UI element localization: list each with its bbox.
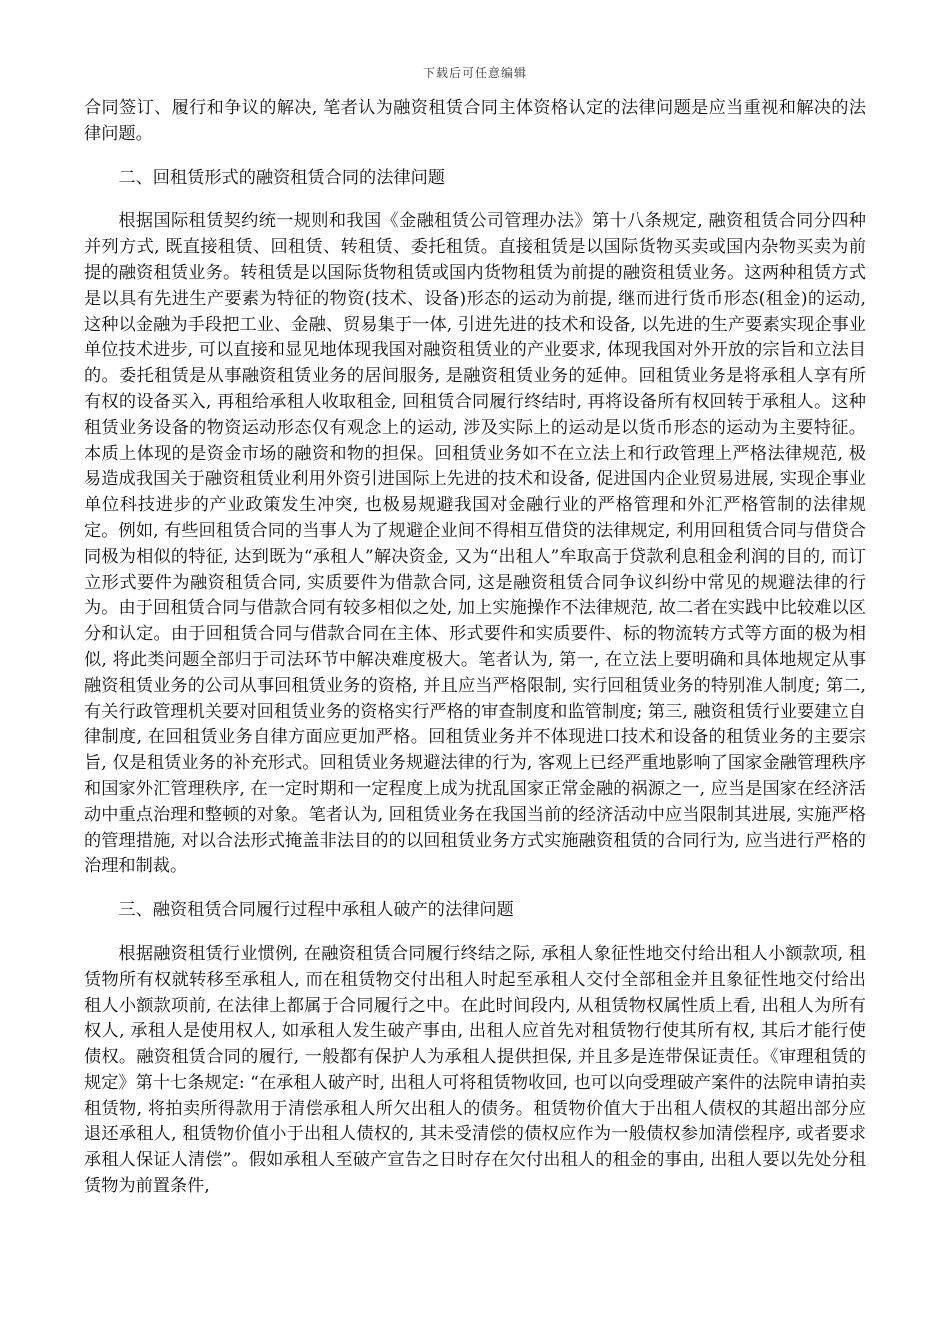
section-2-paragraph: 根据国际租赁契约统一规则和我国《金融租赁公司管理办法》第十八条规定, 融资租赁合同分四种并列方式, 既直接租赁、回租赁、转租赁、委托租赁。直接租赁是以国际货物买卖或国内杂物买卖为前提的融资租赁业务。转租赁是以国际货物租赁或国内货物租赁为前提的融资租赁业务。这两种租赁方式是以具有先进生产要素为特征的物资(技术、设备)形态的运动为前提, 继而进行货币形态(租金)的运动, 这种以金融为手段把工业、金融、贸易集于一体, 引进先进的技术和设备, 以先进的生产要素实现企事业单位技术进步, 可以直接和显见地体现我国对融资租赁业的产业要求, 体现我国对外开放的宗旨和立法目的。委托租赁是从事融资租赁业务的居间服务, 是融资租赁业务的延伸。回租赁业务是将承租人享有所有权的设备买入, 再租给承租人收取租金, 回租赁合同履行终结时, 再将设备所有权回转于承租人。这种租赁业务设备的物资运动形态仅有观念上的运动, 涉及实际上的运动是以货币形态的运动为主要特征。本质上体现的是资金市场的融资和物的担保。回租赁业务如不在立法上和行政管理上严格法律规范, 极易造成我国关于融资租赁业利用外资引进国际上先进的技术和设备, 促进国内企业贸易进展, 实现企事业单位科技进步的产业政策发生冲突, 也极易规避我国对金融行业的严格管理和外汇严格管制的法律规定。例如, 有些回租赁合同的当事人为了规避企业间不得相互借贷的法律规定, 利用回租赁合同与借贷合同极为相似的特征, 达到既为“承租人”解决资金, 又为“出租人”牟取高于贷款利息租金利润的目的, 而订立形式要件为融资租赁合同, 实质要件为借款合同, 这是融资租赁合同争议纠纷中常见的规避法律的行为。由于回租赁合同与借款合同有较多相似之处, 加上实施操作不法律规范, 故二者在实践中比较难以区分和认定。由于回租赁合同与借款合同在主体、形式要件和实质要件、标的物流转方式等方面的极为相似, 将此类问题全部归于司法环节中解决难度极大。笔者认为, 第一, 在立法上要明确和具体地规定从事融资租赁业务的公司从事回租赁业务的资格, 并且应当严格限制, 实行回租赁业务的特别准人制度; 第二, 有关行政管理机关要对回租赁业务的资格实行严格的审查制度和监管制度; 第三, 融资租赁行业要建立自律制度, 在回租赁业务自律方面应更加严格。回租赁业务并不体现进口技术和设备的租赁业务的主要宗旨, 仅是租赁业务的补充形式。回租赁业务规避法律的行为, 客观上已经严重地影响了国家金融管理秩序和国家外汇管理秩序, 在一定时期和一定程度上成为扰乱国家正常金融的祸源之一, 应当是国家在经济活动中重点治理和整顿的对象。笔者认为, 回租赁业务在我国当前的经济活动中应当限制其进展, 实施严格的管理措施, 对以合法形式掩盖非法目的的以回租赁业务方式实施融资租赁的合同行为, 应当进行严格的治理和制裁。 [84,211,866,877]
intro-continuation-paragraph: 合同签订、履行和争议的解决, 笔者认为融资租赁合同主体资格认定的法律问题是应当重视和解决的法律问题。 [84,98,866,144]
section-2-heading: 二、回租赁形式的融资租赁合同的法律问题 [118,167,445,188]
page-header: 下载后可任意编辑 [422,66,527,80]
section-3-paragraph: 根据融资租赁行业惯例, 在融资租赁合同履行终结之际, 承租人象征性地交付给出租人小额款项, 租赁物所有权就转移至承租人, 而在租赁物交付出租人时起至承租人交付全部租金并且象征性地交付给出租人小额款项前, 在法律上都属于合同履行之中。在此时间段内, 从租赁物权属性质上看, 出租人为所有权人, 承租人是使用权人, 如承租人发生破产事由, 出租人应首先对租赁物行使其所有权, 其后才能行使债权。融资租赁合同的履行, 一般都有保护人为承租人提供担保, 并且多是连带保证责任。《审理租赁的规定》第十七条规定: “在承租人破产时, 出租人可将租赁物收回, 也可以向受理破产案件的法院申请拍卖租赁物, 将拍卖所得款用于清偿承租人所欠出租人的债务。租赁物价值大于出租人债权的其超出部分应退还承租人, 租赁物价值小于出租人债权的, 其未受清偿的债权应作为一般债权参加清偿程序, 或者要求承租人保证人清偿”。假如承租人至破产宣告之日时存在欠付出租人的租金的事由, 出租人要以先处分租赁物为前置条件, [84,943,866,1197]
document-body [84,96,866,1200]
section-3-heading: 三、融资租赁合同履行过程中承租人破产的法律问题 [118,900,514,921]
